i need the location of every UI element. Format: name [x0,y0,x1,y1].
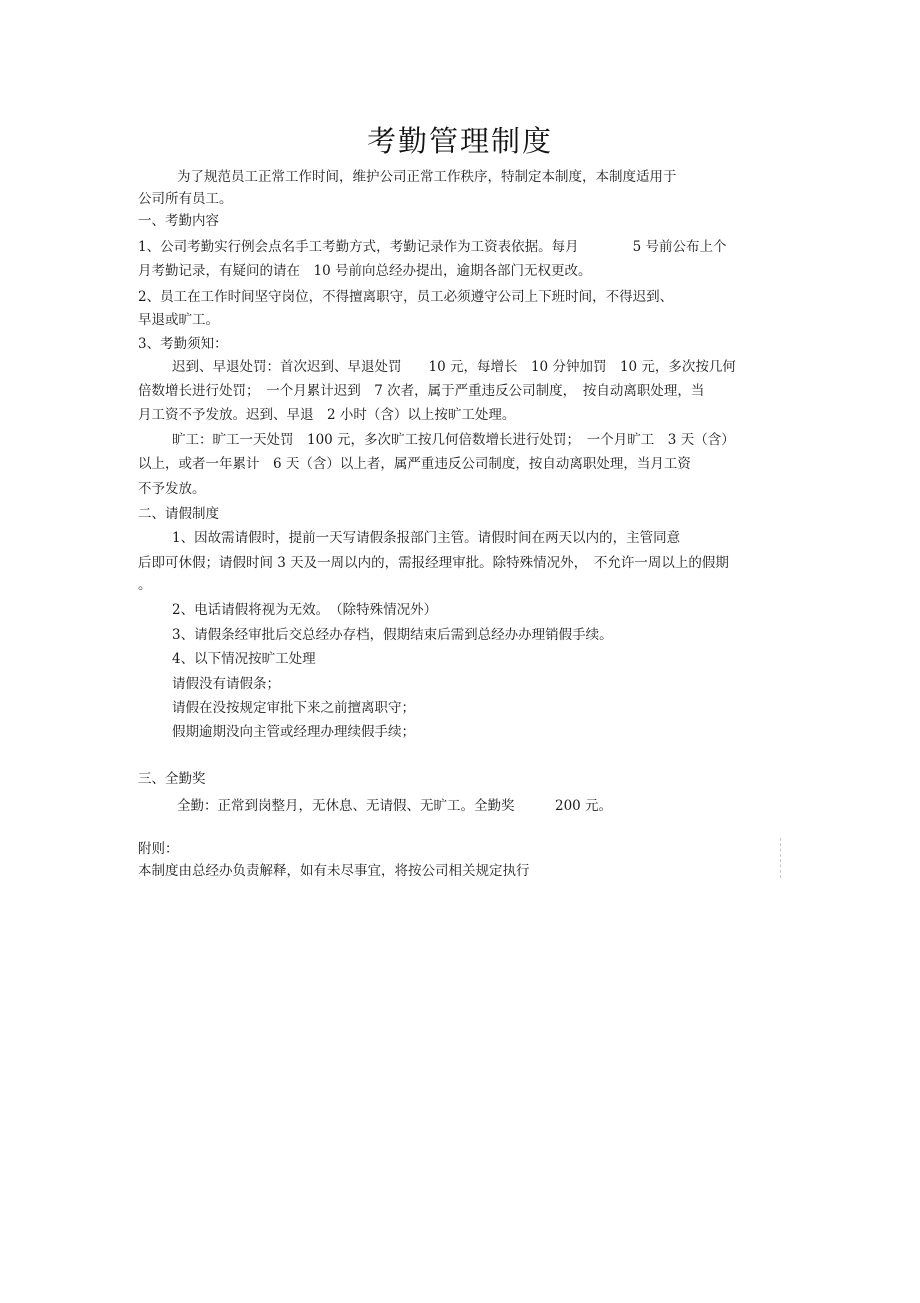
document-title: 考勤管理制度 [366,124,553,158]
leave-rule-3: 3、请假条经审批后交总经办存档，假期结束后需到总经办办理销假手续。 [172,627,613,643]
full-attendance-bonus: 全勤：正常到岗整月，无休息、无请假、无旷工。全勤奖 200 元。 [177,798,613,814]
absence-penalty-line-3: 不予发放。 [138,481,206,497]
absence-penalty-line-2: 以上，或者一年累计 6 天（含）以上者，属严重违反公司制度，按自动离职处理，当月工资 [138,456,691,472]
appendix-heading: 附则： [138,841,179,857]
rule-1-line-2: 月考勤记录，有疑问的请在 10 号前向总经办提出，逾期各部门无权更改。 [138,263,592,279]
late-penalty-line-2: 倍数增长进行处罚； 一个月累计迟到 7 次者，属于严重违反公司制度， 按自动离职处理，当 [138,383,705,399]
leave-rule-4: 4、以下情况按旷工处理 [172,651,316,667]
absence-case-3: 假期逾期没向主管或经理办理续假手续； [172,724,415,740]
leave-rule-1-line-3: 。 [138,577,152,593]
section-heading-bonus: 三、全勤奖 [138,771,206,787]
rule-1-line-1: 1、公司考勤实行例会点名手工考勤方式，考勤记录作为工资表依据。每月 5 号前公布上个 [138,239,727,255]
rule-2-line-2: 早退或旷工。 [138,312,219,328]
margin-divider [780,838,781,878]
absence-penalty-line-1: 旷工：旷工一天处罚 100 元，多次旷工按几何倍数增长进行处罚； 一个月旷工 3 天（含） [172,432,735,448]
leave-rule-1-line-2: 后即可休假；请假时间 3 天及一周以内的，需报经理审批。除特殊情况外， 不允许一周以上的假期 [138,555,729,571]
late-penalty-line-3: 月工资不予发放。迟到、早退 2 小时（含）以上按旷工处理。 [138,407,516,423]
absence-case-2: 请假在没按规定审批下来之前擅离职守； [172,700,415,716]
appendix-text: 本制度由总经办负责解释，如有未尽事宜，将按公司相关规定执行 [138,863,530,879]
intro-line-1: 为了规范员工正常工作时间，维护公司正常工作秩序，特制定本制度，本制度适用于 [177,169,677,185]
rule-2-line-1: 2、员工在工作时间坚守岗位，不得擅离职守，员工必须遵守公司上下班时间，不得迟到、 [138,289,674,305]
rule-3-heading: 3、考勤须知： [138,336,228,352]
absence-case-1: 请假没有请假条； [172,676,280,692]
intro-line-2: 公司所有员工。 [138,191,233,207]
late-penalty-line-1: 迟到、早退处罚：首次迟到、早退处罚 10 元，每增长 10 分钟加罚 10 元，多次按几何 [172,359,736,375]
leave-rule-1-line-1: 1、因故需请假时，提前一天写请假条报部门主管。请假时间在两天以内的，主管同意 [172,530,681,546]
section-heading-leave: 二、请假制度 [138,506,219,522]
leave-rule-2: 2、电话请假将视为无效。 （除特殊情况外） [172,602,438,618]
section-heading-attendance: 一、考勤内容 [138,213,219,229]
